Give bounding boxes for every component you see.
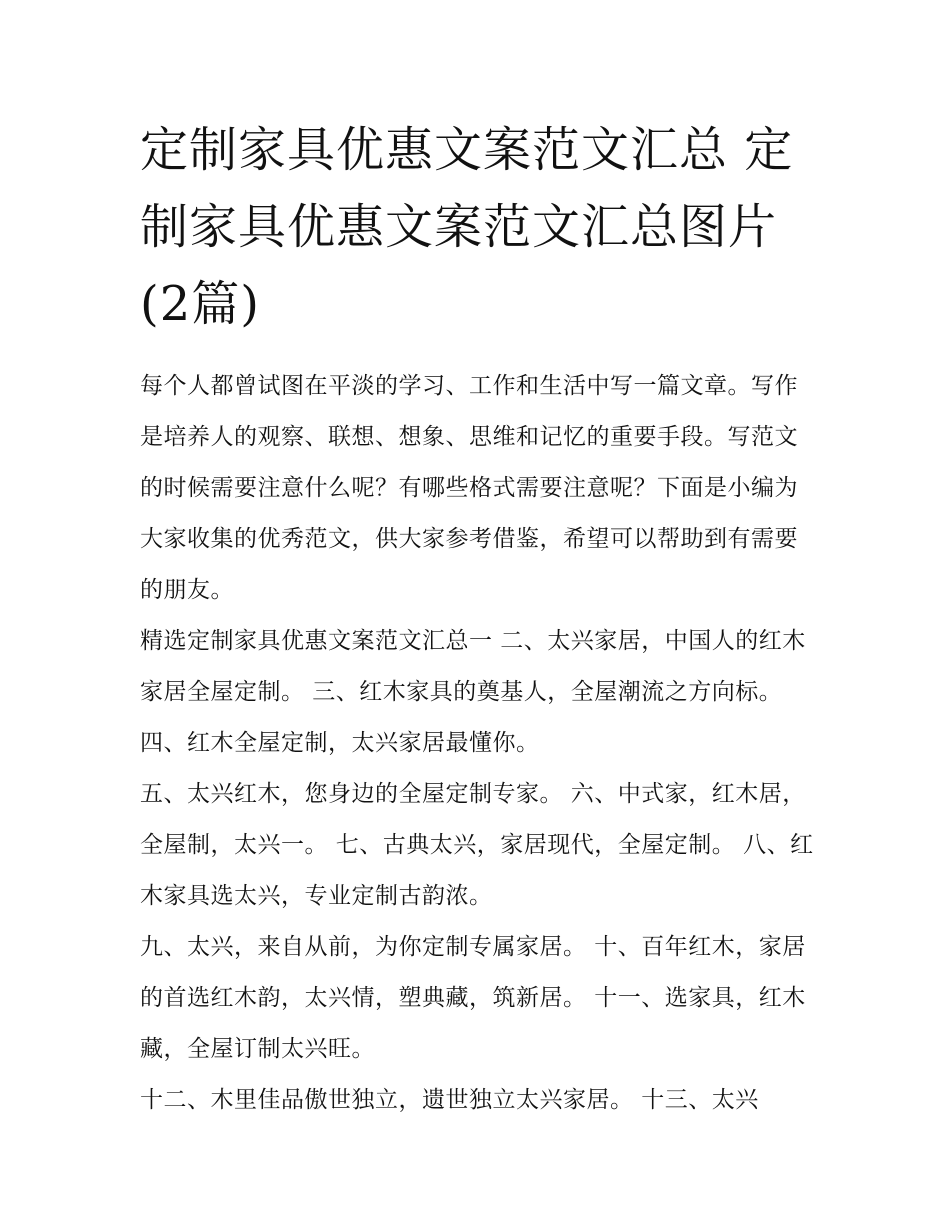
body-paragraph: 精选定制家具优惠文案范文汇总一 二、太兴家居，中国人的红木家居全屋定制。 三、红木家具的奠基人，全屋潮流之方向标。 四、红木全屋定制，太兴家居最懂你。 [140,628,806,756]
body-paragraph: 九、太兴，来自从前，为你定制专属家居。 十、百年红木，家居的首选红木韵，太兴情，塑典藏，筑新居。 十一、选家具，红木藏，全屋订制太兴旺。 [140,934,806,1062]
document-page [140,112,820,1126]
intro-paragraph: 每个人都曾试图在平淡的学习、工作和生活中写一篇文章。写作是培养人的观察、联想、想象、思维和记忆的重要手段。写范文的时候需要注意什么呢？有哪些格式需要注意呢？下面是小编为大家收集的优秀范文，供大家参考借鉴，希望可以帮助到有需要的朋友。 [140,373,798,603]
body-paragraph: 五、太兴红木，您身边的全屋定制专家。 六、中式家，红木居，全屋制，太兴一。 七、古典太兴，家居现代，全屋定制。 八、红木家具选太兴，专业定制古韵浓。 [140,781,814,909]
document-title: 定制家具优惠文案范文汇总 定制家具优惠文案范文汇总图片(2篇) [140,122,794,332]
body-paragraph: 十二、木里佳品傲世独立，遗世独立太兴家居。 十三、太兴 [140,1087,759,1113]
